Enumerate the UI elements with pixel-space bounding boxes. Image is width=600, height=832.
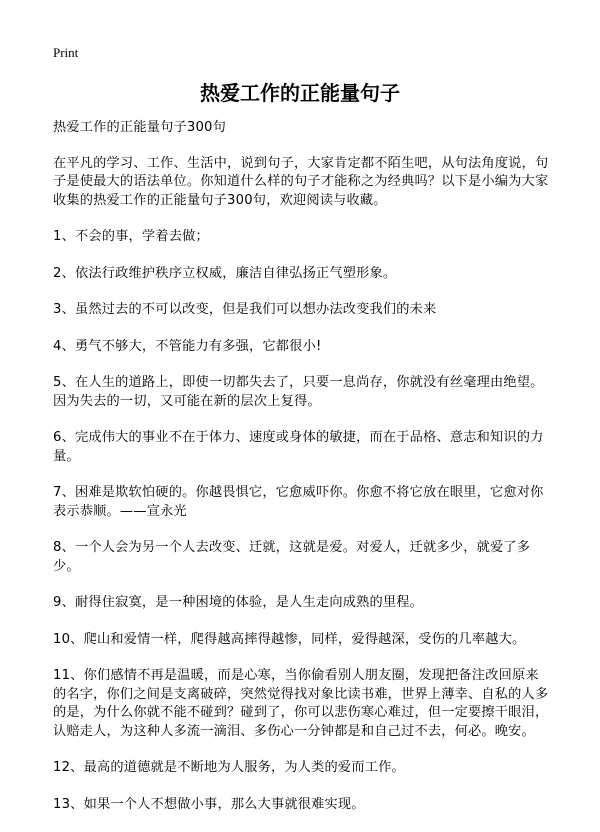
list-item: 2、依法行政维护秩序立权威，廉洁自律弘扬正气塑形象。 (53, 265, 397, 281)
list-item: 9、耐得住寂寞，是一种困境的体验，是人生走向成熟的里程。 (53, 595, 424, 610)
page-title: 热爱工作的正能量句子 (200, 81, 400, 105)
list-item: 7、困难是欺软怕硬的。你越畏惧它，它愈威吓你。你愈不将它放在眼里，它愈对你表示恭顺。——宣永光 (53, 485, 544, 519)
list-item: 13、如果一个人不想做小事，那么大事就很难实现。 (53, 796, 365, 812)
list-item: 8、一个人会为另一个人去改变、迁就，这就是爱。对爱人，迁就多少，就爱了多少。 (53, 540, 531, 574)
list-item: 12、最高的道德就是不断地为人服务，为人类的爱而工作。 (53, 760, 405, 775)
document-body (53, 119, 551, 832)
list-item: 3、虽然过去的不可以改变，但是我们可以想办法改变我们的未来 (53, 302, 437, 317)
list-item: 1、不会的事，学着去做； (53, 229, 209, 244)
list-item: 11、你们感情不再是温暖，而是心寒，当你偷看别人朋友圈，发现把备注改回原来的名字，你们之间是支离破碎，突然觉得找对象比读书难，世界上薄幸、自私的人多的是，为什么你就不能不碰到？碰到了，你可以悲伤寒心难过，但一定要擦干眼泪，认赔走人，为这种人多流一滴泪、多伤心一分钟都是和自己过不去，何必。晚安。 (53, 668, 549, 739)
print-label: Print (53, 45, 79, 60)
intro-paragraph: 在平凡的学习、工作、生活中，说到句子，大家肯定都不陌生吧，从句法角度说，句子是使最大的语法单位。你知道什么样的句子才能称之为经典吗？以下是小编为大家收集的热爱工作的正能量句子300句，欢迎阅读与收藏。 (53, 155, 549, 208)
list-item: 4、勇气不够大，不管能力有多强，它都很小! (53, 338, 322, 354)
document-subtitle: 热爱工作的正能量句子300句 (53, 120, 227, 135)
list-item: 5、在人生的道路上，即使一切都失去了，只要一息尚存，你就没有丝毫理由绝望。因为失去的一切，又可能在新的层次上复得。 (53, 375, 544, 409)
list-item: 10、爬山和爱情一样，爬得越高摔得越惨，同样，爱得越深，受伤的几率越大。 (53, 631, 526, 647)
list-item: 6、完成伟大的事业不在于体力、速度或身体的敏捷，而在于品格、意志和知识的力量。 (53, 430, 544, 464)
